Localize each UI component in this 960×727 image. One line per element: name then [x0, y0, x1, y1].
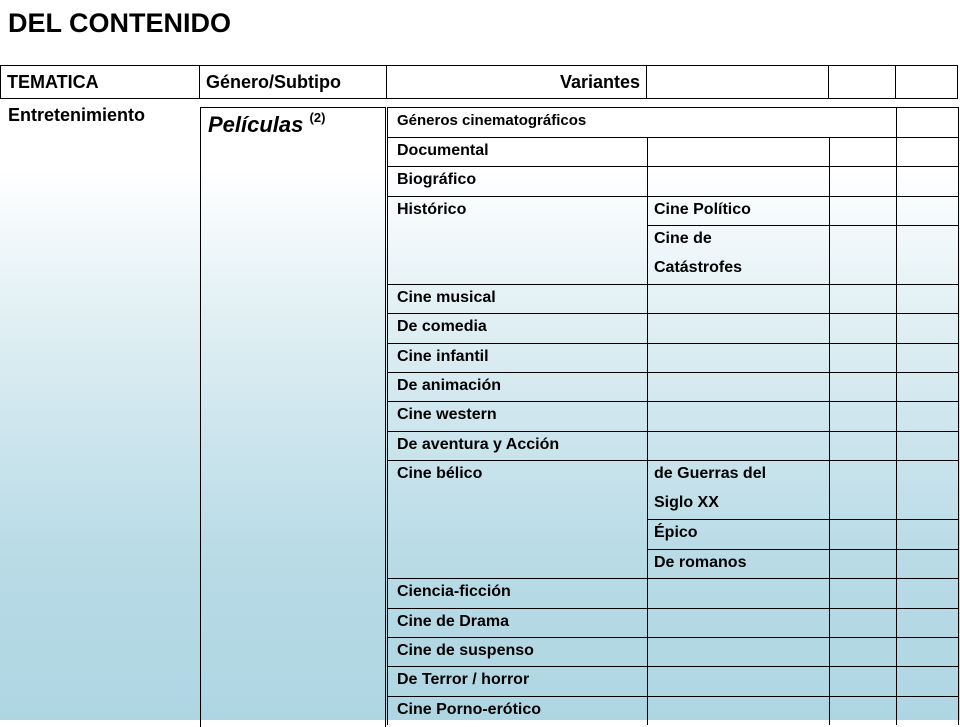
row-border-sub — [387, 460, 647, 461]
header-empty-3 — [896, 65, 958, 99]
header-empty-2 — [829, 65, 896, 99]
table-row-variant: de Guerras del — [654, 465, 767, 482]
row-border-sub — [387, 372, 647, 373]
table-row-variant: Cine Político — [654, 201, 751, 218]
row-border-variant — [647, 431, 829, 432]
table-row-subgenre: Documental — [397, 142, 489, 159]
table-row-variant: Siglo XX — [654, 494, 719, 511]
table-row-subgenre: Cine de suspenso — [397, 642, 534, 659]
row-border-variant — [647, 519, 829, 520]
row-border-extra — [829, 578, 896, 579]
row-border-extra — [829, 608, 896, 609]
row-border-variant — [647, 401, 829, 402]
row-border-last — [896, 637, 958, 638]
row-border-last — [896, 225, 958, 226]
table-row-subgenre: De animación — [397, 377, 502, 394]
genero-column — [200, 107, 386, 727]
row-border-sub — [387, 343, 647, 344]
header-variantes: Variantes — [387, 65, 647, 99]
table-row-subgenre: Cine de Drama — [397, 613, 510, 630]
row-border-variant — [647, 637, 829, 638]
row-border-variant — [647, 372, 829, 373]
table-row-subgenre: Cine infantil — [397, 348, 489, 365]
row-border-variant — [647, 225, 829, 226]
row-border-extra — [829, 137, 896, 138]
row-border-variant — [647, 166, 829, 167]
row-border-extra — [829, 519, 896, 520]
row-border-sub — [387, 166, 647, 167]
table-row-subgenre: Cine bélico — [397, 465, 483, 482]
row-border-last — [896, 519, 958, 520]
table-row-subgenre: De comedia — [397, 318, 487, 335]
header-tematica: TEMATICA — [0, 65, 200, 99]
row-border-extra — [829, 372, 896, 373]
row-border-extra — [829, 313, 896, 314]
row-border-extra — [829, 225, 896, 226]
header-genero: Género/Subtipo — [200, 65, 387, 99]
row-border-last — [896, 166, 958, 167]
row-border-variant — [647, 107, 896, 108]
row-border-last — [896, 431, 958, 432]
row-border-variant — [647, 696, 829, 697]
page-title: DEL CONTENIDO — [8, 8, 232, 38]
row-border-extra — [829, 431, 896, 432]
row-border-last — [896, 284, 958, 285]
row-border-extra — [829, 549, 896, 550]
table-row-subgenre: Ciencia-ficción — [397, 583, 511, 600]
table-row-subgenre: De aventura y Acción — [397, 436, 560, 453]
row-border-sub — [387, 196, 647, 197]
row-border-last — [896, 549, 958, 550]
table-row-variant: De romanos — [654, 554, 747, 571]
row-border-sub — [387, 284, 647, 285]
row-border-last — [896, 343, 958, 344]
row-border-sub — [387, 696, 647, 697]
row-border-variant — [647, 284, 829, 285]
row-border-variant — [647, 137, 829, 138]
row-border-sub — [387, 401, 647, 402]
row-border-last — [896, 578, 958, 579]
row-border-variant — [647, 196, 829, 197]
tematica-value: Entretenimiento — [8, 105, 146, 125]
row-border-sub — [387, 637, 647, 638]
row-border-variant — [647, 578, 829, 579]
row-border-sub — [387, 137, 647, 138]
col-border-variant-left — [647, 137, 648, 725]
row-border-sub — [387, 578, 647, 579]
col-border-extra-left — [829, 137, 830, 725]
row-border-variant — [647, 666, 829, 667]
row-border-extra — [829, 166, 896, 167]
row-border-variant — [647, 460, 829, 461]
row-border-last — [896, 196, 958, 197]
row-border-variant — [647, 313, 829, 314]
header-empty-1 — [647, 65, 829, 99]
table-row-variant: Épico — [654, 524, 698, 541]
row-border-extra — [829, 666, 896, 667]
table-row-subgenre: Cine western — [397, 406, 497, 423]
row-border-extra — [829, 460, 896, 461]
row-border-last — [896, 313, 958, 314]
row-border-last — [896, 137, 958, 138]
row-border-sub — [387, 666, 647, 667]
row-border-extra — [829, 696, 896, 697]
row-border-extra — [829, 401, 896, 402]
row-border-last — [896, 372, 958, 373]
row-border-last — [896, 608, 958, 609]
row-border-extra — [829, 196, 896, 197]
table-row-subgenre: De Terror / horror — [397, 671, 530, 688]
row-border-last — [896, 107, 958, 108]
col-border-right — [958, 107, 959, 725]
table-row-subgenre: Biográfico — [397, 171, 477, 188]
row-border-extra — [829, 637, 896, 638]
row-border-sub — [387, 431, 647, 432]
row-border-extra — [829, 343, 896, 344]
table-row-variant: Cine de — [654, 230, 712, 247]
table-row-subgenre: Cine Porno-erótico — [397, 701, 542, 718]
row-border-last — [896, 401, 958, 402]
col-border-sub-left — [387, 107, 388, 725]
row-border-last — [896, 666, 958, 667]
row-border-extra — [829, 284, 896, 285]
table-row-variant: Catástrofes — [654, 259, 743, 276]
genero-value — [208, 110, 325, 138]
genero-note: (2) — [309, 110, 326, 125]
row-border-variant — [647, 608, 829, 609]
row-border-sub — [387, 608, 647, 609]
row-border-sub — [387, 107, 647, 108]
row-border-sub — [387, 313, 647, 314]
row-border-last — [896, 696, 958, 697]
table-row-subgenre: Géneros cinematográficos — [397, 112, 587, 129]
table-row-subgenre: Cine musical — [397, 289, 496, 306]
row-border-last — [896, 460, 958, 461]
table-row-subgenre: Histórico — [397, 201, 467, 218]
row-border-variant — [647, 343, 829, 344]
genero-label: Películas — [208, 112, 304, 137]
col-border-last-left — [896, 107, 897, 725]
row-border-variant — [647, 549, 829, 550]
